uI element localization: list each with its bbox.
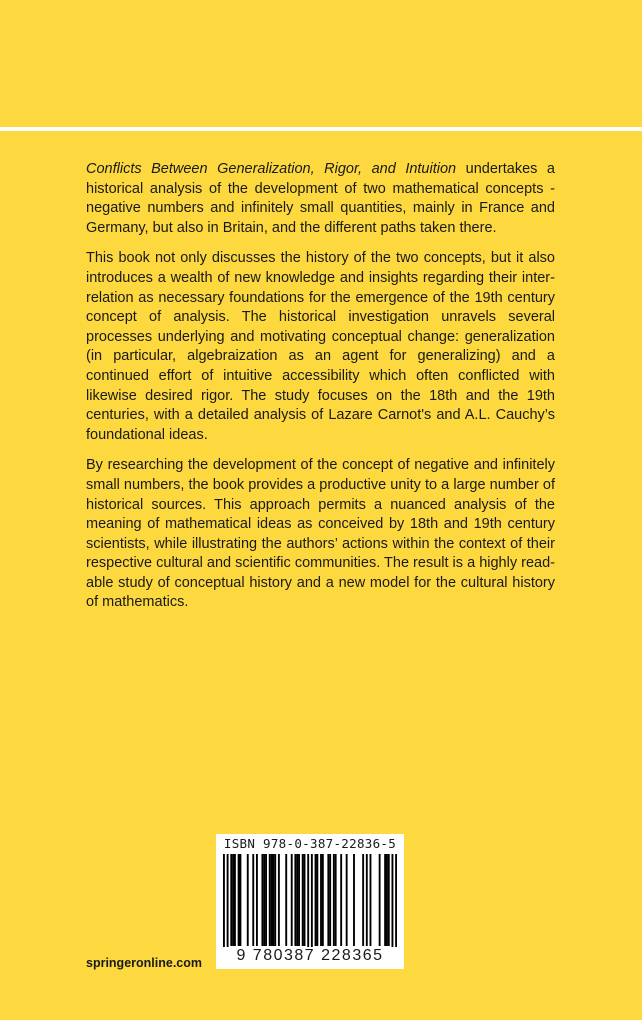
barcode-bar (272, 854, 274, 946)
barcode-bar (296, 854, 298, 946)
isbn-label: ISBN 978-0-387-22836-5 (223, 836, 397, 851)
barcode-bar (239, 854, 241, 946)
barcode-bar (362, 854, 364, 946)
barcode-bar (340, 854, 342, 946)
barcode-bar (315, 854, 317, 946)
barcode-bar (335, 854, 337, 946)
barcode-bar (265, 854, 267, 946)
book-title: Conflicts Between Generalization, Rigor, and Intuition (86, 161, 457, 177)
barcode-bar (370, 854, 372, 946)
barcode-bar (298, 854, 300, 946)
description-paragraph-2: This book not only discusses the history of the two concepts, but it also introduces a wealth of new knowledge and insights regarding their interrelation as necessary foundations for the emergence of the 19th century concept of analysis. The historical investigation unravels several processes underlying and motivating conceptual change: generalization (in particular, algebraization as an agent for generalizing) and a continued effort of intuitive accessibility which often conflicted with likewise desired rigor. The study focuses on the 18th and the 19th centuries, with a detailed analysis of Lazare Carnot's and A.L. Cauchy’s foundational ideas. (86, 250, 555, 443)
barcode-bar (366, 854, 368, 946)
barcode-bar (329, 854, 331, 946)
barcode-bar (227, 854, 229, 954)
barcode-bar (294, 854, 296, 946)
barcode-bar (322, 854, 324, 946)
barcode-bar (307, 854, 309, 954)
description-paragraph-1 (86, 160, 555, 238)
barcode-bar (320, 854, 322, 946)
barcode-bar (256, 854, 258, 946)
barcode-bars (223, 854, 397, 954)
barcode-bar (230, 854, 232, 946)
barcode-bar (388, 854, 390, 946)
barcode-bar (234, 854, 236, 946)
barcode-bar (379, 854, 381, 946)
paragraph-1-text: undertakes a historical analysis of the development of two mathematical concepts -negative numbers and infinitely small quantities, mainly in France and Germany, but also in Britain, and the different paths taken there. (86, 161, 555, 236)
barcode-bar (263, 854, 265, 946)
barcode-bar (285, 854, 287, 946)
barcode-bar (392, 854, 394, 954)
barcode-bar (269, 854, 271, 946)
barcode-bar (302, 854, 304, 946)
barcode-bar (252, 854, 254, 946)
ean-digits: 9 780387 228365 (218, 947, 402, 965)
barcode-bar (346, 854, 348, 946)
barcode-bar (333, 854, 335, 946)
barcode-bar (316, 854, 318, 946)
barcode-bar (395, 854, 397, 954)
barcode-bar (238, 854, 240, 946)
barcode-bar (232, 854, 234, 946)
publisher-website: springeronline.com (86, 956, 202, 970)
back-cover-description (86, 160, 555, 624)
barcode-bar (274, 854, 276, 946)
barcode-bar (278, 854, 280, 946)
barcode-bar (386, 854, 388, 946)
barcode-bar (311, 854, 313, 954)
barcode-bar (223, 854, 225, 954)
barcode-bar (327, 854, 329, 946)
barcode-bar (353, 854, 355, 946)
top-rule (0, 127, 642, 131)
barcode-box (216, 834, 404, 969)
barcode-bar (291, 854, 293, 946)
barcode-bar (384, 854, 386, 946)
barcode-bar (261, 854, 263, 946)
barcode-bar (271, 854, 273, 946)
description-paragraph-3: By researching the development of the concept of negative and infinitely small numbers, the book provides a productive unity to a large number of historical sources. This approach permits a nuanced analysis of the meaning of mathematical ideas as conceived by 18th and 19th century scientists, while illustrating the authors’ actions within the context of their respective cultural and scientific communities. The result is a highly readable study of conceptual history and a new model for the cultural history of mathematics. (86, 457, 555, 611)
barcode-bar (247, 854, 249, 946)
barcode-bar (304, 854, 306, 946)
